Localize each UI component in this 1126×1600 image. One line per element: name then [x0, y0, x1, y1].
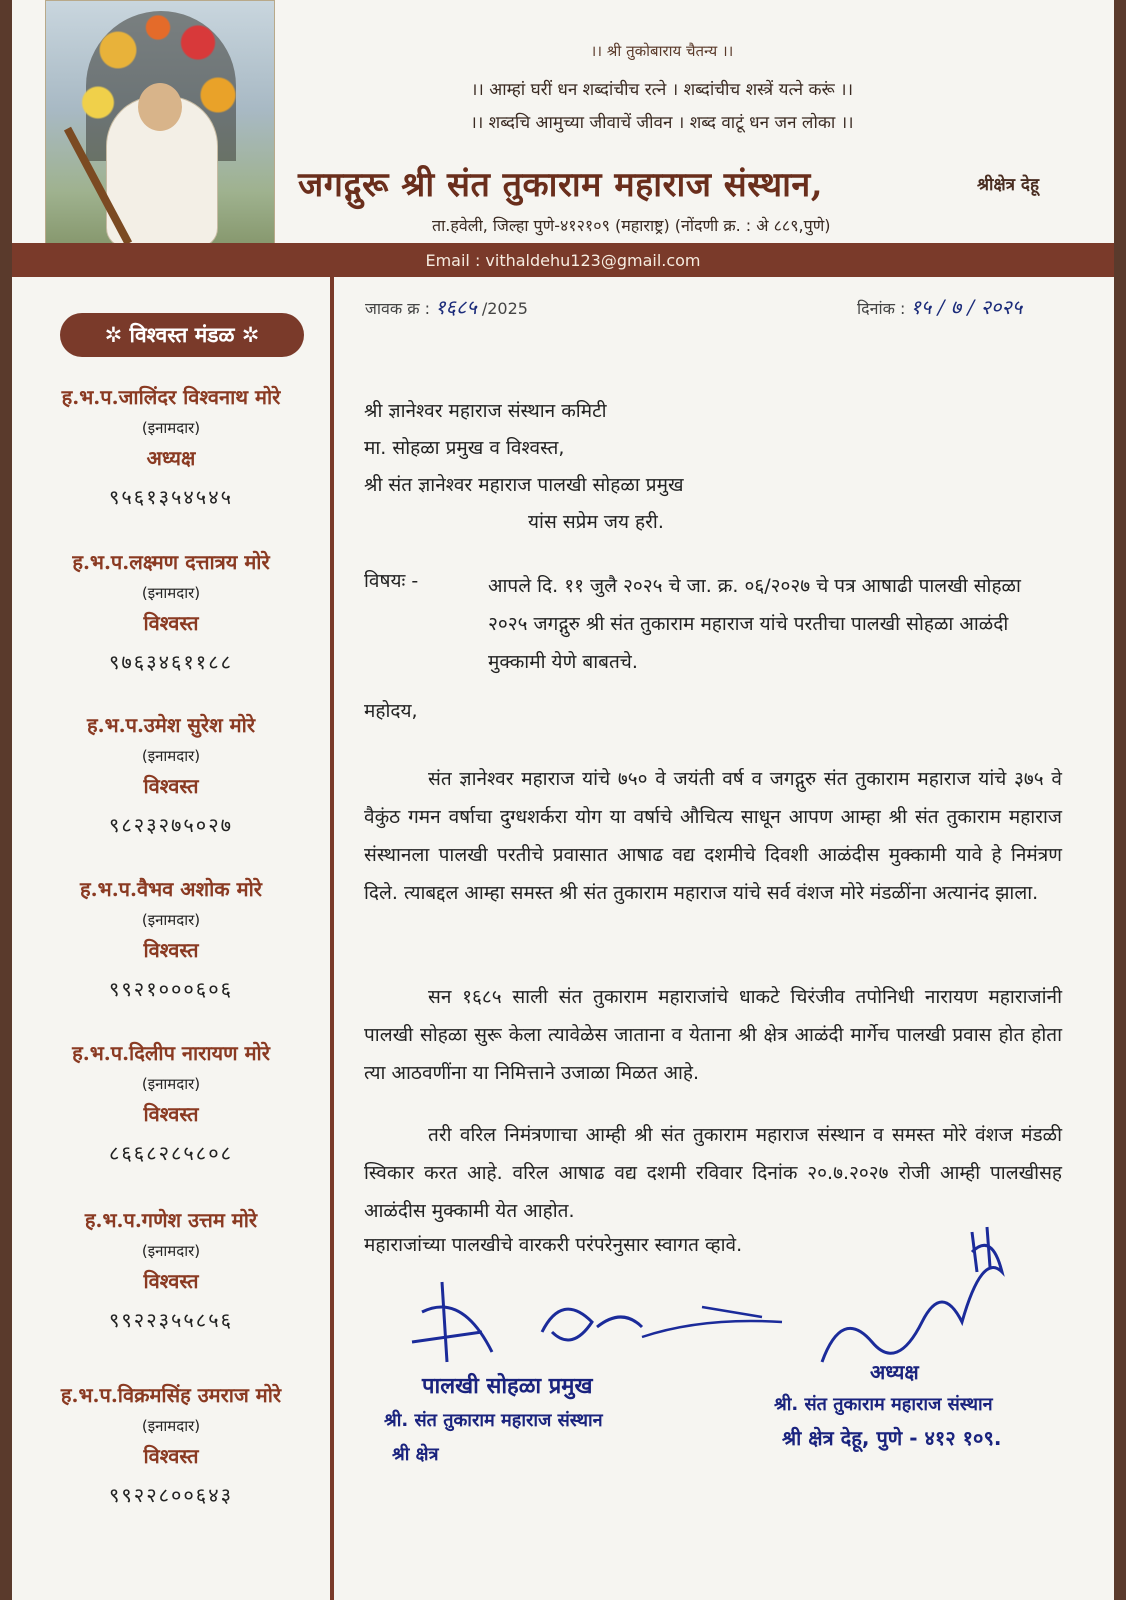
member-name: ह.भ.प.वैभव अशोक मोरे — [80, 877, 262, 901]
member-name: ह.भ.प.जालिंदर विश्वनाथ मोरे — [61, 385, 281, 409]
reference-year: /2025 — [481, 299, 528, 318]
body-paragraph-3: तरी वरिल निमंत्रणाचा आम्ही श्री संत तुकाराम महाराज संस्थान व समस्त मोरे वंशज मंडळी स्विकार करत आहे. वरिल आषाढ वद्य दशमी रविवार दिनांक २०.७.२०२७ रोजी आम्ही पालखीसह आळंदीस मुक्कामी येत आहोत. — [364, 1124, 1062, 1222]
member-inamdar: (इनामदार) — [141, 419, 201, 437]
body-paragraph-2: सन १६८५ साली संत तुकाराम महाराजांचे धाकटे चिरंजीव तपोनिधी नारायण महाराजांनी पालखी सोहळा सुरू केला त्यावेळेस जाताना व येताना श्री क्षेत्र आळंदी मार्गेच पालखी प्रवास होत होता त्या आठवणींना या निमित्ताने उजाळा मिळत आहे. — [364, 986, 1062, 1084]
stamp-right-title: अध्यक्ष — [870, 1360, 919, 1384]
member-name: ह.भ.प.गणेश उत्तम मोरे — [84, 1208, 258, 1232]
member-role: विश्वस्त — [143, 611, 199, 635]
trustee-sidebar — [12, 277, 330, 1600]
member-phone: ९९२२३५५८५६ — [109, 1308, 233, 1332]
email-bar: Email : vithaldehu123@gmail.com — [12, 243, 1114, 277]
institution-name: जगद्गुरू श्री संत तुकाराम महाराज संस्थान, — [298, 165, 824, 205]
member-role: विश्वस्त — [143, 1444, 199, 1468]
member-name: ह.भ.प.दिलीप नारायण मोरे — [72, 1041, 270, 1065]
member-role: विश्वस्त — [143, 1102, 199, 1126]
member-role: विश्वस्त — [143, 1269, 199, 1293]
member-role: विश्वस्त — [143, 938, 199, 962]
member-card — [12, 711, 330, 838]
member-role: विश्वस्त — [143, 774, 199, 798]
stamp-left-place: श्री क्षेत्र — [392, 1444, 439, 1465]
stamp-left-title: पालखी सोहळा प्रमुख — [422, 1374, 593, 1399]
signature-note — [642, 1307, 782, 1337]
signature-middle — [542, 1309, 642, 1340]
member-card — [12, 383, 330, 510]
institution-address: ता.हवेली, जिल्हा पुणे-४१२१०९ (महाराष्ट्र) (नोंदणी क्र. : अे ८८९,पुणे) — [432, 216, 831, 235]
addressee-line-3: श्री संत ज्ञानेश्वर महाराज पालखी सोहळा प्रमुख — [364, 474, 684, 496]
stamp-left-institution: श्री. संत तुकाराम महाराज संस्थान — [384, 1410, 603, 1431]
reference-label: जावक क्र : — [365, 299, 431, 318]
member-phone: ९९२२८००६४३ — [109, 1483, 233, 1507]
member-phone: ९५६१३५४५४५ — [109, 485, 233, 509]
saint-head — [138, 83, 182, 131]
addressee-line-2: मा. सोहळा प्रमुख व विश्वस्त, — [364, 437, 565, 459]
closing-line: महाराजांच्या पालखीचे वारकरी परंपरेनुसार स्वागत व्हावे. — [364, 1234, 743, 1256]
stamp-right-institution: श्री. संत तुकाराम महाराज संस्थान — [774, 1394, 993, 1415]
verse-line-2: ।। शब्दचि आमुच्या जीवाचें जीवन । शब्द वाटूं धन जन लोका ।। — [470, 113, 854, 133]
letter-date — [857, 293, 1022, 320]
saint-portrait-image — [45, 0, 275, 274]
member-inamdar: (इनामदार) — [141, 1075, 201, 1093]
subject-text: आपले दि. ११ जुलै २०२५ चे जा. क्र. ०६/२०२७ चे पत्र आषाढी पालखी सोहळा २०२५ जगद्गुरु श्री संत तुकाराम महाराज यांचे परतीचा पालखी सोहळा आळंदी मुक्कामी येणे बाबतचे. — [488, 575, 1021, 673]
verse-line-1: ।। आम्हां घरीं धन शब्दांचीच रत्ने । शब्दांचीच शस्त्रें यत्ने करूं ।। — [470, 80, 854, 100]
addressee-greeting: यांस सप्रेम जय हरी. — [528, 511, 664, 533]
date-label: दिनांक : — [857, 299, 906, 318]
member-phone: ९८२३२७५०२७ — [109, 813, 233, 837]
member-inamdar: (इनामदार) — [141, 911, 201, 929]
member-phone: ९७६३४६११८८ — [109, 650, 233, 674]
member-inamdar: (इनामदार) — [141, 1242, 201, 1260]
stamp-right-place: श्री क्षेत्र देहू, पुणे - ४१२ १०९. — [782, 1426, 1002, 1450]
addressee-line-1: श्री ज्ञानेश्वर महाराज संस्थान कमिटी — [364, 400, 607, 422]
member-phone: ८६६८२८५८०८ — [109, 1141, 233, 1165]
signature-right-strokes — [972, 1227, 990, 1272]
member-card — [12, 875, 330, 1002]
member-phone: ९९२१०००६०६ — [109, 977, 233, 1001]
board-title: ✲ विश्वस्त मंडळ ✲ — [60, 313, 304, 357]
invocation-line: ।। श्री तुकोबाराय चैतन्य ।। — [590, 42, 734, 60]
member-card — [12, 1039, 330, 1166]
member-inamdar: (इनामदार) — [141, 584, 201, 602]
member-inamdar: (इनामदार) — [141, 747, 201, 765]
letter-page — [12, 0, 1114, 1600]
sidebar-divider — [330, 277, 334, 1600]
salutation: महोदय, — [364, 700, 418, 722]
body-paragraph-1: संत ज्ञानेश्वर महाराज यांचे ७५० वे जयंती वर्ष व जगद्गुरु संत तुकाराम महाराज यांचे ३७५ वे वैकुंठ गमन वर्षाचा दुग्धशर्करा योग या वर्षाचे औचित्य साधून आपण आम्हा श्री संत तुकाराम महाराज संस्थानला पालखी परतीचे प्रवासात आषाढ वद्य दशमीचे दिवशी आळंदीस मुक्कामी यावे हे निमंत्रण दिले. त्याबद्दल आम्हा समस्त श्री संत तुकाराम महाराज यांचे सर्व वंशज मोरे मंडळींना अत्यानंद झाला. — [364, 768, 1062, 904]
member-name: ह.भ.प.लक्ष्मण दत्तात्रय मोरे — [72, 550, 270, 574]
date-handwritten: १५ / ७ / २०२५ — [910, 295, 1023, 319]
member-card — [12, 548, 330, 675]
member-name: ह.भ.प.उमेश सुरेश मोरे — [87, 713, 255, 737]
member-role: अध्यक्ष — [146, 446, 196, 470]
reference-number — [365, 293, 528, 320]
institution-place: श्रीक्षेत्र देहू — [977, 175, 1039, 195]
subject-label: विषयः - — [364, 570, 419, 592]
reference-handwritten: १६८५ — [435, 295, 477, 319]
signature-left — [412, 1282, 492, 1362]
member-inamdar: (इनामदार) — [141, 1417, 201, 1435]
member-card — [12, 1381, 330, 1508]
member-card — [12, 1206, 330, 1333]
member-name: ह.भ.प.विक्रमसिंह उमराज मोरे — [60, 1383, 282, 1407]
